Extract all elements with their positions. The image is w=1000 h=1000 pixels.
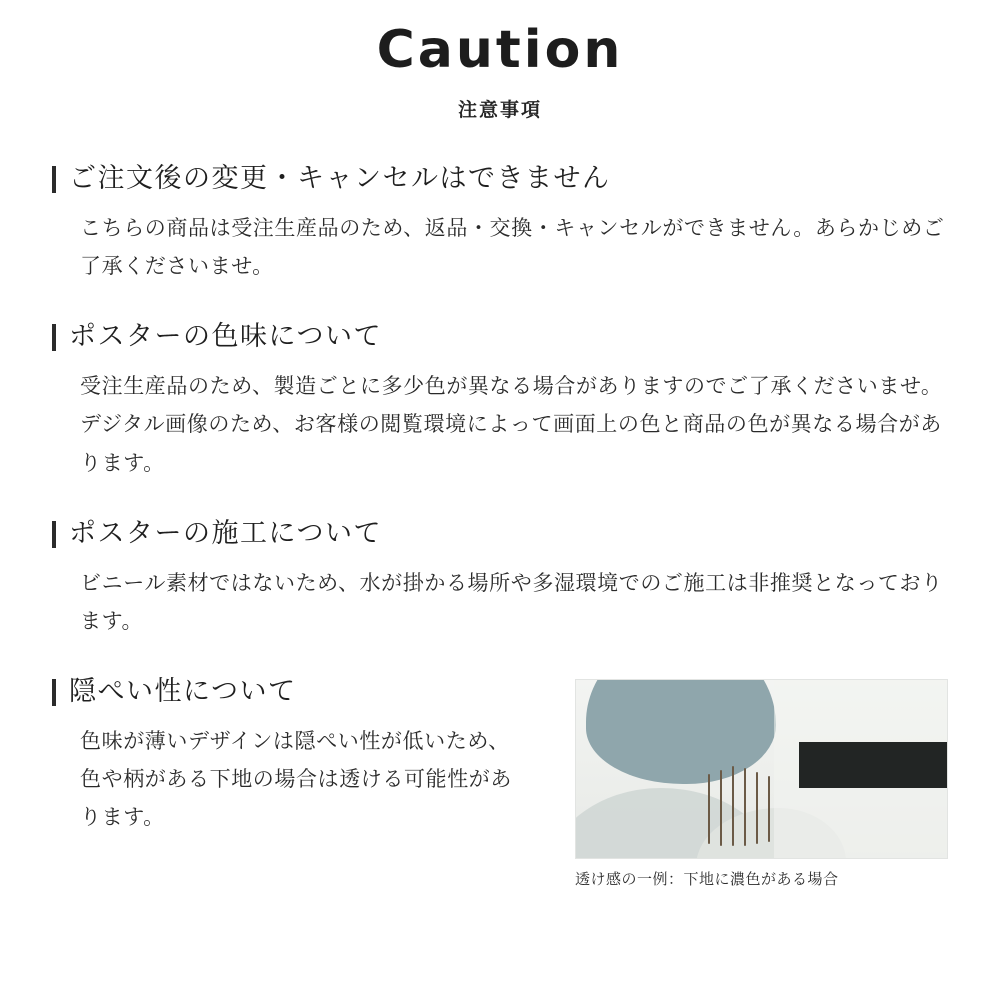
artwork-dark-rectangle — [799, 742, 947, 788]
heading-bar-icon — [52, 679, 56, 706]
section-heading-label: ポスターの色味について — [69, 321, 382, 352]
section-opacity — [52, 675, 948, 889]
section-heading — [52, 675, 557, 709]
section-poster-installation — [52, 517, 948, 641]
section-heading-label: 隠ぺい性について — [69, 675, 297, 706]
section-text-column — [52, 675, 557, 837]
section-body-text: こちらの商品は受注生産品のため、返品・交換・キャンセルができません。あらかじめご了承くださいませ。 — [80, 216, 945, 279]
section-poster-color — [52, 320, 948, 482]
heading-bar-icon — [52, 324, 56, 351]
section-heading — [52, 517, 948, 551]
artwork-lines-icon — [706, 766, 778, 846]
section-heading — [52, 162, 948, 196]
page-header — [0, 0, 1000, 122]
page-subtitle: 注意事項 — [457, 100, 542, 122]
page-title: Caution — [376, 20, 624, 80]
heading-bar-icon — [52, 166, 56, 193]
section-body-text: 色味が薄いデザインは隠ぺい性が低いため、色や柄がある下地の場合は透ける可能性があります。 — [80, 729, 512, 830]
section-heading — [52, 320, 948, 354]
figure-caption: 透け感の一例：下地に濃色がある場合 — [575, 870, 839, 888]
heading-bar-icon — [52, 521, 56, 548]
content-area — [0, 122, 1000, 889]
section-heading-label: ポスターの施工について — [69, 517, 382, 548]
example-figure — [575, 679, 948, 889]
section-body-text: ビニール素材ではないため、水が掛かる場所や多湿環境でのご施工は非推奨となっております。 — [80, 571, 943, 633]
section-body-text: 受注生産品のため、製造ごとに多少色が異なる場合がありますのでご了承くださいませ。デジタル画像のため、お客様の閲覧環境によって画面上の色と商品の色が異なる場合があります。 — [80, 375, 943, 475]
poster-example-image — [575, 679, 948, 859]
section-heading-label: ご注文後の変更・キャンセルはできません — [69, 163, 611, 194]
section-order-change — [52, 162, 948, 286]
